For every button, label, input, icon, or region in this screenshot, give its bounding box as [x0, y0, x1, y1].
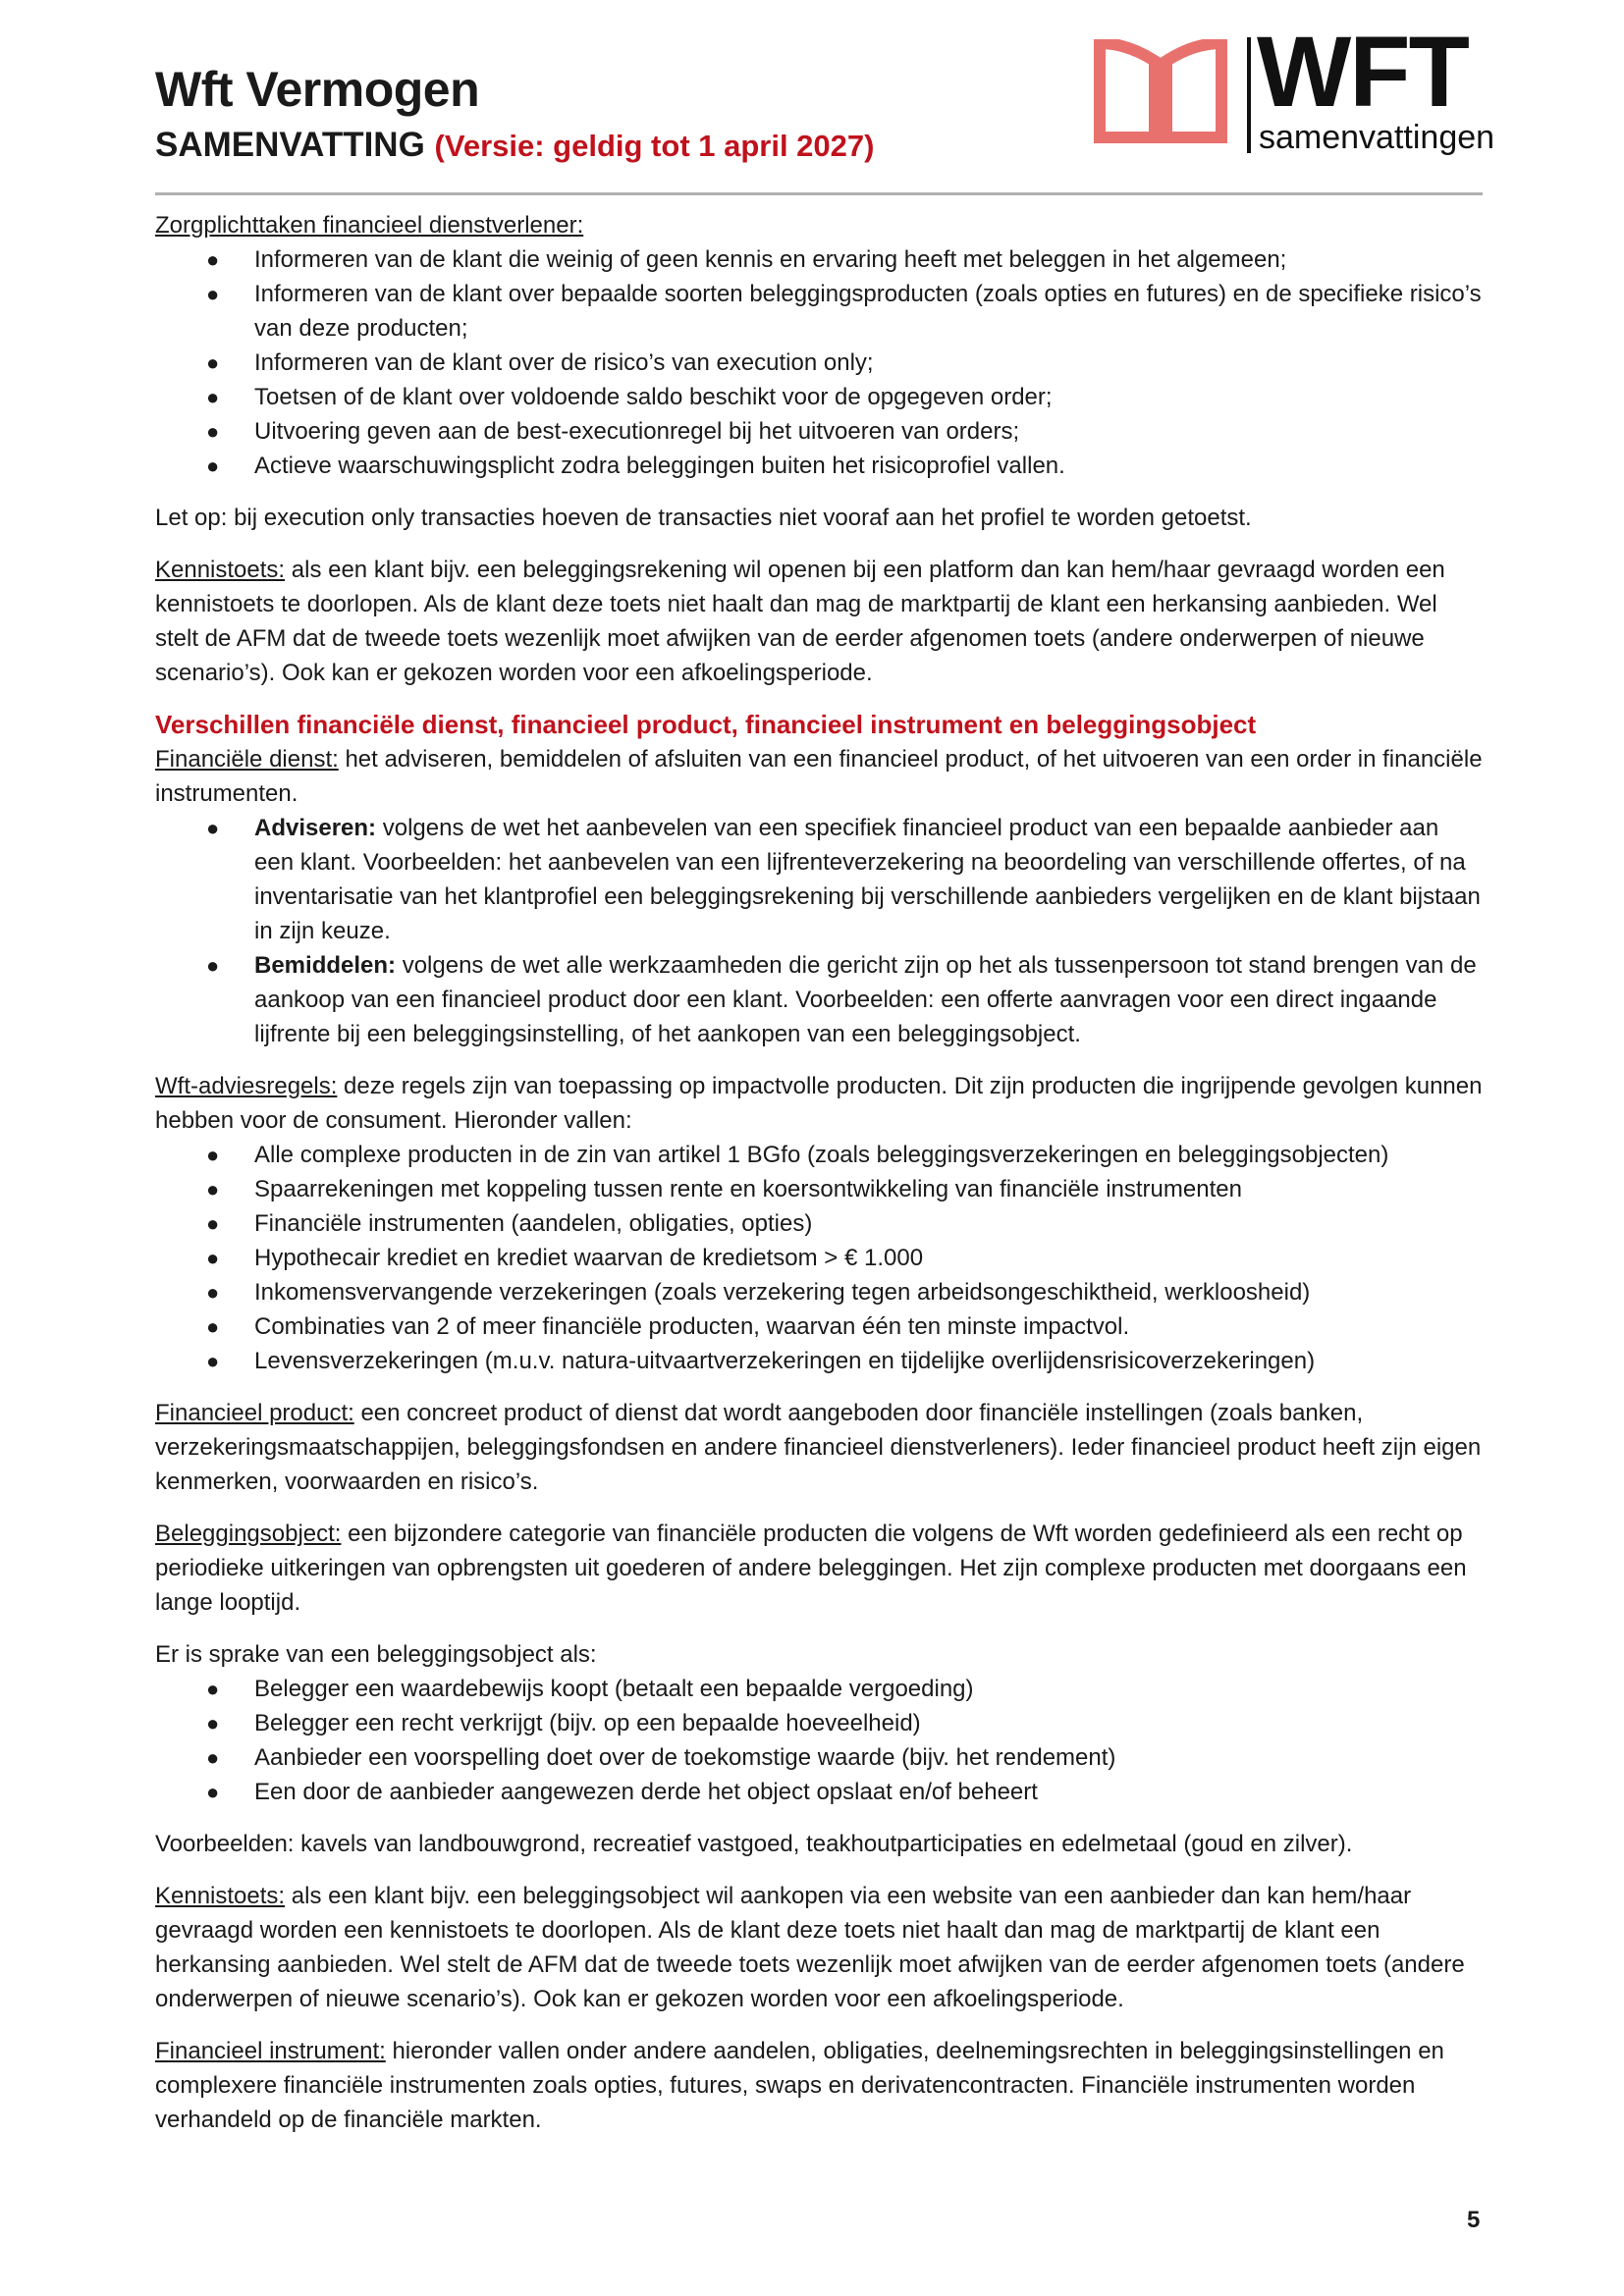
- kennistoets-paragraph-2: Kennistoets: als een klant bijv. een beleggingsobject wil aankopen via een website van een aanbieder dan kan hem/haar gevraagd worden een kennistoets te doorlopen. Als de klant deze toets niet haalt dan mag de marktpartij de klant een herkansing aanbieden. Wel stelt de AFM dat de tweede toets wezenlijk moet afwijken van de eerder afgenomen toets (andere onderwerpen of nieuwe scenario’s). Ook kan er gekozen worden voor een afkoelingsperiode.: [155, 1883, 1465, 2012]
- list-item: ● Bemiddelen: volgens de wet alle werkzaamheden die gericht zijn op het als tussenpersoon tot stand brengen van de aankoop van een financieel product door een klant. Voorbeelden: een offerte aanvragen voor een direct ingaande lijfrente bij een beleggingsinstelling, of het aankopen van een beleggingsobject.: [206, 952, 1477, 1047]
- advies-list: [155, 1138, 1483, 1378]
- financiele-dienst-paragraph: Financiële dienst: het adviseren, bemiddelen of afsluiten van een financieel product, of het uitvoeren van een order in financiële instrumenten.: [155, 746, 1483, 807]
- let-op-note: Let op: bij execution only transacties hoeven de transacties niet vooraf aan het profiel te worden getoetst.: [155, 505, 1252, 531]
- document-title: Wft Vermogen: [155, 62, 480, 117]
- zorgplicht-list: [155, 242, 1483, 483]
- list-item: ● Financiële instrumenten (aandelen, obligaties, opties): [206, 1210, 813, 1237]
- list-item: ● Informeren van de klant die weinig of geen kennis en ervaring heeft met beleggen in het algemeen;: [206, 246, 1287, 273]
- adviesregels-paragraph: Wft-adviesregels: deze regels zijn van toepassing op impactvolle producten. Dit zijn producten die ingrijpende gevolgen kunnen hebben voor de consument. Hieronder vallen:: [155, 1073, 1483, 1134]
- document-subtitle: [155, 126, 874, 165]
- sprake-list: [155, 1672, 1483, 1809]
- wft-logo: [1092, 16, 1495, 163]
- beleggingsobject-paragraph: Beleggingsobject: een bijzondere categorie van financiële producten die volgens de Wft worden gedefinieerd als een recht op periodieke uitkeringen van opbrengsten uit goederen of andere beleggingen. Het zijn complexe producten met doorgaans een lange looptijd.: [155, 1521, 1467, 1616]
- dienst-list: [155, 811, 1483, 1051]
- voorbeelden-paragraph: Voorbeelden: kavels van landbouwgrond, recreatief vastgoed, teakhoutparticipaties en edelmetaal (goud en zilver).: [155, 1831, 1353, 1857]
- book-icon: [1092, 39, 1229, 149]
- header-rule: [155, 192, 1483, 195]
- financieel-instrument-paragraph: Financieel instrument: hieronder vallen onder andere aandelen, obligaties, deelnemingsrechten in beleggingsinstellingen en complexere financiële instrumenten zoals opties, futures, swaps en derivatencontracten. Financiële instrumenten worden verhandeld op de financiële markten.: [155, 2038, 1444, 2133]
- list-item: ● Toetsen of de klant over voldoende saldo beschikt voor de opgegeven order;: [206, 384, 1053, 410]
- list-item: ● Spaarrekeningen met koppeling tussen rente en koersontwikkeling van financiële instrumenten: [206, 1176, 1242, 1202]
- list-item: ● Hypothecair krediet en krediet waarvan de kredietsom > € 1.000: [206, 1245, 924, 1271]
- section-heading: Verschillen financiële dienst, financieel product, financieel instrument en beleggingsobject: [155, 710, 1257, 739]
- zorgplicht-heading: Zorgplichttaken financieel dienstverlener:: [155, 212, 584, 239]
- body-content: [155, 208, 1483, 2137]
- logo-subtext: samenvattingen: [1259, 119, 1495, 156]
- list-item: ● Levensverzekeringen (m.u.v. natura-uitvaartverzekeringen en tijdelijke overlijdensrisicoverzekeringen): [206, 1348, 1316, 1374]
- list-item: ● Alle complexe producten in de zin van artikel 1 BGfo (zoals beleggingsverzekeringen en beleggingsobjecten): [206, 1142, 1389, 1168]
- page: [155, 0, 1495, 2133]
- version-label: (Versie: geldig tot 1 april 2027): [434, 129, 875, 163]
- kennistoets-paragraph-1: Kennistoets: als een klant bijv. een beleggingsrekening wil openen bij een platform dan kan hem/haar gevraagd worden een kennistoets te doorlopen. Als de klant deze toets niet haalt dan mag de marktpartij de klant een herkansing aanbieden. Wel stelt de AFM dat de tweede toets wezenlijk moet afwijken van de eerder afgenomen toets (andere onderwerpen of nieuwe scenario’s). Ook kan er gekozen worden voor een afkoelingsperiode.: [155, 557, 1445, 686]
- list-item: ● Informeren van de klant over de risico’s van execution only;: [206, 349, 874, 376]
- list-item: ● Belegger een waardebewijs koopt (betaalt een bepaalde vergoeding): [206, 1676, 974, 1702]
- page-number: 5: [1467, 2207, 1481, 2233]
- list-item: ● Een door de aanbieder aangewezen derde het object opslaat en/of beheert: [206, 1779, 1038, 1805]
- list-item: ● Adviseren: volgens de wet het aanbevelen van een specifiek financieel product van een bepaalde aanbieder aan een klant. Voorbeelden: het aanbevelen van een lijfrenteverzekering na beoordeling van verschillende offertes, of na inventarisatie van het klantprofiel een beleggingsrekening bij verschillende aanbieders vergelijken en de klant bijstaan in zijn keuze.: [206, 815, 1481, 944]
- sprake-intro: Er is sprake van een beleggingsobject als:: [155, 1641, 597, 1668]
- financieel-product-paragraph: Financieel product: een concreet product of dienst dat wordt aangeboden door financiële instellingen (zoals banken, verzekeringsmaatschappijen, beleggingsfondsen en andere financieel dienstverleners). Ieder financieel product heeft zijn eigen kenmerken, voorwaarden en risico’s.: [155, 1400, 1482, 1495]
- list-item: ● Informeren van de klant over bepaalde soorten beleggingsproducten (zoals opties en futures) en de specifieke risico’s van deze producten;: [206, 281, 1482, 342]
- list-item: ● Inkomensvervangende verzekeringen (zoals verzekering tegen arbeidsongeschiktheid, werkloosheid): [206, 1279, 1311, 1306]
- list-item: ● Combinaties van 2 of meer financiële producten, waarvan één ten minste impactvol.: [206, 1313, 1130, 1340]
- logo-divider: [1247, 37, 1251, 153]
- list-item: ● Belegger een recht verkrijgt (bijv. op een bepaalde hoeveelheid): [206, 1710, 921, 1736]
- subtitle-label: SAMENVATTING: [155, 126, 425, 164]
- list-item: ● Uitvoering geven aan de best-executionregel bij het uitvoeren van orders;: [206, 418, 1020, 445]
- logo-text: WFT: [1257, 16, 1468, 128]
- list-item: ● Aanbieder een voorspelling doet over de toekomstige waarde (bijv. het rendement): [206, 1744, 1116, 1771]
- page-header: [155, 0, 1495, 201]
- list-item: ● Actieve waarschuwingsplicht zodra beleggingen buiten het risicoprofiel vallen.: [206, 453, 1065, 479]
